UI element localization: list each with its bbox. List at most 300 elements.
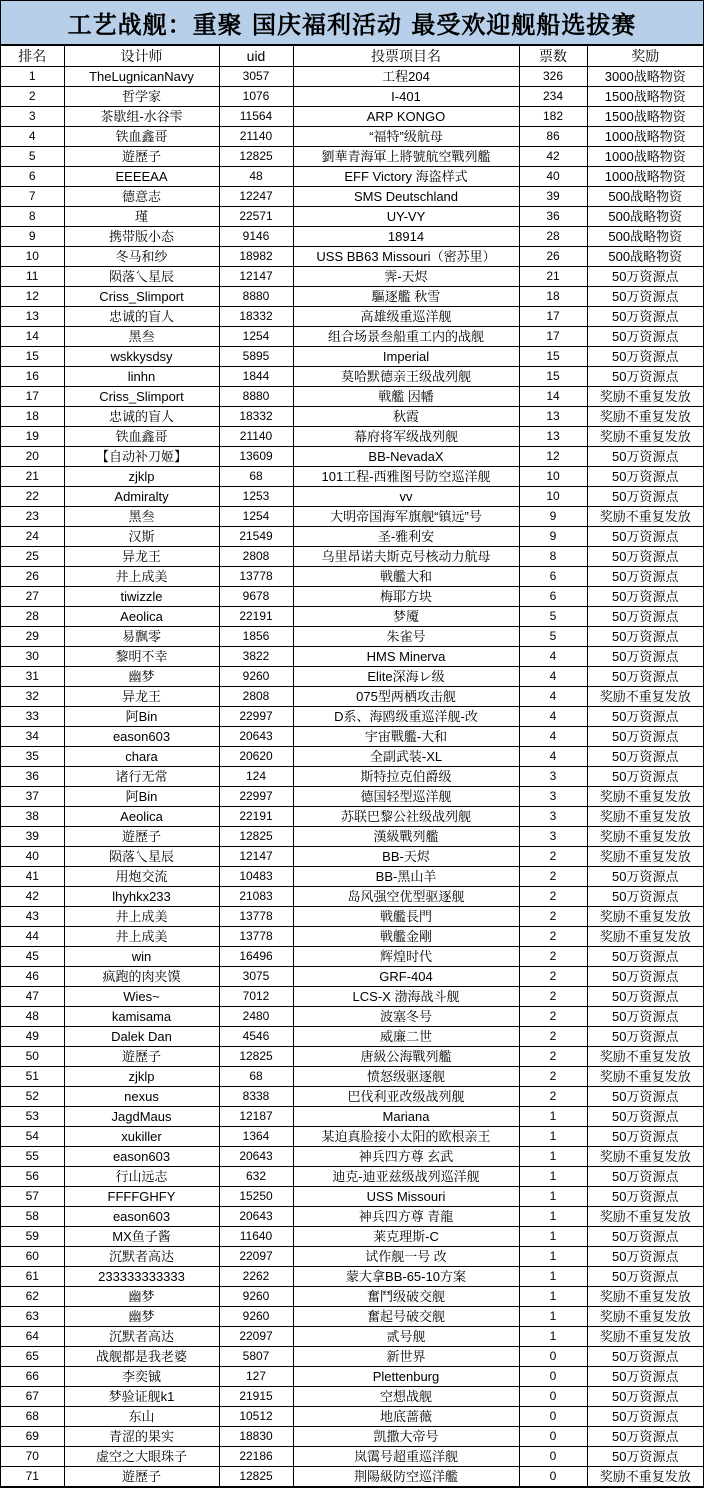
reward-cell: 奖励不重复发放 bbox=[587, 807, 703, 827]
table-row bbox=[1, 1467, 703, 1487]
reward-cell: 50万资源点 bbox=[587, 587, 703, 607]
votes-cell: 36 bbox=[519, 207, 587, 227]
table-row bbox=[1, 807, 703, 827]
rank-cell: 47 bbox=[1, 987, 64, 1007]
designer-cell: 遊歷子 bbox=[64, 147, 219, 167]
reward-cell: 1000战略物资 bbox=[587, 167, 703, 187]
table-row bbox=[1, 207, 703, 227]
uid-cell: 9678 bbox=[219, 587, 293, 607]
uid-cell: 3057 bbox=[219, 67, 293, 87]
reward-cell: 50万资源点 bbox=[587, 987, 703, 1007]
reward-cell: 500战略物资 bbox=[587, 187, 703, 207]
uid-cell: 3822 bbox=[219, 647, 293, 667]
rank-cell: 35 bbox=[1, 747, 64, 767]
project-cell: 威廉二世 bbox=[293, 1027, 519, 1047]
table-row bbox=[1, 507, 703, 527]
header-votes: 票数 bbox=[519, 46, 587, 67]
votes-cell: 4 bbox=[519, 707, 587, 727]
header-project: 投票项目名 bbox=[293, 46, 519, 67]
designer-cell: kamisama bbox=[64, 1007, 219, 1027]
project-cell: Mariana bbox=[293, 1107, 519, 1127]
reward-cell: 奖励不重复发放 bbox=[587, 387, 703, 407]
rank-cell: 15 bbox=[1, 347, 64, 367]
reward-cell: 50万资源点 bbox=[587, 767, 703, 787]
votes-cell: 1 bbox=[519, 1307, 587, 1327]
reward-cell: 奖励不重复发放 bbox=[587, 1047, 703, 1067]
votes-cell: 2 bbox=[519, 1067, 587, 1087]
designer-cell: 【自动补刀姬】 bbox=[64, 447, 219, 467]
uid-cell: 7012 bbox=[219, 987, 293, 1007]
uid-cell: 9260 bbox=[219, 1307, 293, 1327]
designer-cell: eason603 bbox=[64, 1207, 219, 1227]
table-row bbox=[1, 787, 703, 807]
project-cell: UY-VY bbox=[293, 207, 519, 227]
project-cell: 唐級公海戰列艦 bbox=[293, 1047, 519, 1067]
rank-cell: 45 bbox=[1, 947, 64, 967]
designer-cell: 陨落乀星辰 bbox=[64, 847, 219, 867]
votes-cell: 1 bbox=[519, 1107, 587, 1127]
votes-cell: 1 bbox=[519, 1327, 587, 1347]
votes-cell: 2 bbox=[519, 887, 587, 907]
uid-cell: 22191 bbox=[219, 607, 293, 627]
reward-cell: 奖励不重复发放 bbox=[587, 427, 703, 447]
project-cell: 德国轻型巡洋舰 bbox=[293, 787, 519, 807]
votes-cell: 2 bbox=[519, 847, 587, 867]
designer-cell: Wies~ bbox=[64, 987, 219, 1007]
reward-cell: 奖励不重复发放 bbox=[587, 1467, 703, 1487]
designer-cell: 虚空之大眼珠子 bbox=[64, 1447, 219, 1467]
table-row bbox=[1, 827, 703, 847]
uid-cell: 20643 bbox=[219, 727, 293, 747]
uid-cell: 21549 bbox=[219, 527, 293, 547]
header-row bbox=[1, 46, 703, 67]
table-row bbox=[1, 1267, 703, 1287]
project-cell: 斯特拉克伯爵级 bbox=[293, 767, 519, 787]
reward-cell: 50万资源点 bbox=[587, 1267, 703, 1287]
designer-cell: zjklp bbox=[64, 467, 219, 487]
reward-cell: 50万资源点 bbox=[587, 1427, 703, 1447]
project-cell: Elite深海レ级 bbox=[293, 667, 519, 687]
table-row bbox=[1, 1247, 703, 1267]
votes-cell: 1 bbox=[519, 1187, 587, 1207]
table-row bbox=[1, 987, 703, 1007]
uid-cell: 2480 bbox=[219, 1007, 293, 1027]
votes-cell: 1 bbox=[519, 1147, 587, 1167]
table-row bbox=[1, 127, 703, 147]
project-cell: 戦艦大和 bbox=[293, 567, 519, 587]
uid-cell: 15250 bbox=[219, 1187, 293, 1207]
reward-cell: 1500战略物资 bbox=[587, 107, 703, 127]
project-cell: 霁-天烬 bbox=[293, 267, 519, 287]
votes-cell: 3 bbox=[519, 787, 587, 807]
uid-cell: 20643 bbox=[219, 1207, 293, 1227]
project-cell: 某迫真脸接小太阳的欧根亲王 bbox=[293, 1127, 519, 1147]
votes-cell: 0 bbox=[519, 1347, 587, 1367]
table-row bbox=[1, 1227, 703, 1247]
project-cell: 朱雀号 bbox=[293, 627, 519, 647]
reward-cell: 50万资源点 bbox=[587, 887, 703, 907]
table-row bbox=[1, 567, 703, 587]
project-cell: 奮鬥级破交舰 bbox=[293, 1287, 519, 1307]
uid-cell: 1364 bbox=[219, 1127, 293, 1147]
uid-cell: 127 bbox=[219, 1367, 293, 1387]
reward-cell: 50万资源点 bbox=[587, 367, 703, 387]
reward-cell: 50万资源点 bbox=[587, 1247, 703, 1267]
reward-cell: 50万资源点 bbox=[587, 307, 703, 327]
reward-cell: 50万资源点 bbox=[587, 1187, 703, 1207]
designer-cell: 德意志 bbox=[64, 187, 219, 207]
reward-cell: 50万资源点 bbox=[587, 1127, 703, 1147]
votes-cell: 86 bbox=[519, 127, 587, 147]
reward-cell: 50万资源点 bbox=[587, 287, 703, 307]
designer-cell: 阿Bin bbox=[64, 787, 219, 807]
rank-cell: 46 bbox=[1, 967, 64, 987]
designer-cell: Aeolica bbox=[64, 607, 219, 627]
project-cell: 岚霭号超重巡洋舰 bbox=[293, 1447, 519, 1467]
uid-cell: 12825 bbox=[219, 1047, 293, 1067]
rank-cell: 4 bbox=[1, 127, 64, 147]
designer-cell: 异龙王 bbox=[64, 547, 219, 567]
table-row bbox=[1, 367, 703, 387]
votes-cell: 42 bbox=[519, 147, 587, 167]
votes-cell: 14 bbox=[519, 387, 587, 407]
reward-cell: 奖励不重复发放 bbox=[587, 1207, 703, 1227]
designer-cell: 幽梦 bbox=[64, 667, 219, 687]
uid-cell: 13778 bbox=[219, 907, 293, 927]
project-cell: 乌里昂诺夫斯克号核动力航母 bbox=[293, 547, 519, 567]
uid-cell: 11564 bbox=[219, 107, 293, 127]
reward-cell: 1500战略物资 bbox=[587, 87, 703, 107]
rank-cell: 2 bbox=[1, 87, 64, 107]
table-row bbox=[1, 927, 703, 947]
designer-cell: chara bbox=[64, 747, 219, 767]
project-cell: 大明帝国海军旗舰“镇远”号 bbox=[293, 507, 519, 527]
votes-cell: 21 bbox=[519, 267, 587, 287]
designer-cell: 瑾 bbox=[64, 207, 219, 227]
rank-cell: 43 bbox=[1, 907, 64, 927]
project-cell: 075型两栖攻击舰 bbox=[293, 687, 519, 707]
reward-cell: 50万资源点 bbox=[587, 1367, 703, 1387]
table-row bbox=[1, 1407, 703, 1427]
table-row bbox=[1, 707, 703, 727]
uid-cell: 2808 bbox=[219, 687, 293, 707]
uid-cell: 1844 bbox=[219, 367, 293, 387]
project-cell: EFF Victory 海盗样式 bbox=[293, 167, 519, 187]
project-cell: I-401 bbox=[293, 87, 519, 107]
rank-cell: 14 bbox=[1, 327, 64, 347]
project-cell: “福特”级航母 bbox=[293, 127, 519, 147]
votes-cell: 0 bbox=[519, 1447, 587, 1467]
reward-cell: 500战略物资 bbox=[587, 247, 703, 267]
rank-cell: 67 bbox=[1, 1387, 64, 1407]
uid-cell: 10512 bbox=[219, 1407, 293, 1427]
uid-cell: 1856 bbox=[219, 627, 293, 647]
reward-cell: 50万资源点 bbox=[587, 1387, 703, 1407]
uid-cell: 22097 bbox=[219, 1247, 293, 1267]
table-row bbox=[1, 1387, 703, 1407]
uid-cell: 8880 bbox=[219, 387, 293, 407]
project-cell: 蒙大拿BB-65-10方案 bbox=[293, 1267, 519, 1287]
rank-cell: 13 bbox=[1, 307, 64, 327]
votes-cell: 2 bbox=[519, 947, 587, 967]
designer-cell: 冬马和纱 bbox=[64, 247, 219, 267]
table-row bbox=[1, 1087, 703, 1107]
designer-cell: 茶歇组-水谷雫 bbox=[64, 107, 219, 127]
rank-cell: 21 bbox=[1, 467, 64, 487]
designer-cell: 梦验证舰k1 bbox=[64, 1387, 219, 1407]
rank-cell: 38 bbox=[1, 807, 64, 827]
uid-cell: 18332 bbox=[219, 307, 293, 327]
table-row bbox=[1, 667, 703, 687]
table-row bbox=[1, 887, 703, 907]
rank-cell: 48 bbox=[1, 1007, 64, 1027]
rank-cell: 64 bbox=[1, 1327, 64, 1347]
rank-cell: 66 bbox=[1, 1367, 64, 1387]
table-row bbox=[1, 1307, 703, 1327]
votes-cell: 0 bbox=[519, 1367, 587, 1387]
designer-cell: 疯跑的肉夹馍 bbox=[64, 967, 219, 987]
uid-cell: 22186 bbox=[219, 1447, 293, 1467]
table-row bbox=[1, 87, 703, 107]
reward-cell: 50万资源点 bbox=[587, 607, 703, 627]
table-row bbox=[1, 407, 703, 427]
votes-cell: 2 bbox=[519, 967, 587, 987]
project-cell: 莫哈默德亲王级战列舰 bbox=[293, 367, 519, 387]
designer-cell: 异龙王 bbox=[64, 687, 219, 707]
uid-cell: 18332 bbox=[219, 407, 293, 427]
designer-cell: MX鱼子酱 bbox=[64, 1227, 219, 1247]
project-cell: 劉華青海軍上將號航空戰列艦 bbox=[293, 147, 519, 167]
votes-cell: 1 bbox=[519, 1287, 587, 1307]
designer-cell: tiwizzle bbox=[64, 587, 219, 607]
uid-cell: 12187 bbox=[219, 1107, 293, 1127]
rank-cell: 28 bbox=[1, 607, 64, 627]
table-row bbox=[1, 67, 703, 87]
table-row bbox=[1, 227, 703, 247]
designer-cell: 战舰都是我老婆 bbox=[64, 1347, 219, 1367]
rank-cell: 5 bbox=[1, 147, 64, 167]
designer-cell: Admiralty bbox=[64, 487, 219, 507]
votes-cell: 1 bbox=[519, 1247, 587, 1267]
designer-cell: Criss_Slimport bbox=[64, 287, 219, 307]
uid-cell: 21140 bbox=[219, 127, 293, 147]
project-cell: BB-黑山羊 bbox=[293, 867, 519, 887]
uid-cell: 22997 bbox=[219, 787, 293, 807]
project-cell: 圣-雅利安 bbox=[293, 527, 519, 547]
rank-cell: 16 bbox=[1, 367, 64, 387]
table-row bbox=[1, 727, 703, 747]
reward-cell: 50万资源点 bbox=[587, 707, 703, 727]
votes-cell: 13 bbox=[519, 407, 587, 427]
designer-cell: xukiller bbox=[64, 1127, 219, 1147]
uid-cell: 20643 bbox=[219, 1147, 293, 1167]
rank-cell: 65 bbox=[1, 1347, 64, 1367]
rank-cell: 62 bbox=[1, 1287, 64, 1307]
project-cell: 辉煌时代 bbox=[293, 947, 519, 967]
designer-cell: eason603 bbox=[64, 727, 219, 747]
uid-cell: 22097 bbox=[219, 1327, 293, 1347]
project-cell: 宇宙戰艦-大和 bbox=[293, 727, 519, 747]
project-cell: 戦艦 因幡 bbox=[293, 387, 519, 407]
reward-cell: 50万资源点 bbox=[587, 467, 703, 487]
reward-cell: 奖励不重复发放 bbox=[587, 1287, 703, 1307]
votes-cell: 182 bbox=[519, 107, 587, 127]
uid-cell: 632 bbox=[219, 1167, 293, 1187]
votes-cell: 5 bbox=[519, 607, 587, 627]
designer-cell: TheLugnicanNavy bbox=[64, 67, 219, 87]
uid-cell: 10483 bbox=[219, 867, 293, 887]
rank-cell: 36 bbox=[1, 767, 64, 787]
project-cell: 梅耶方块 bbox=[293, 587, 519, 607]
project-cell: 巴伐利亚改级战列舰 bbox=[293, 1087, 519, 1107]
uid-cell: 9260 bbox=[219, 1287, 293, 1307]
table-row bbox=[1, 167, 703, 187]
votes-cell: 1 bbox=[519, 1227, 587, 1247]
designer-cell: 易飘零 bbox=[64, 627, 219, 647]
rank-cell: 50 bbox=[1, 1047, 64, 1067]
uid-cell: 3075 bbox=[219, 967, 293, 987]
table-row bbox=[1, 327, 703, 347]
uid-cell: 1254 bbox=[219, 327, 293, 347]
table-row bbox=[1, 1447, 703, 1467]
uid-cell: 9146 bbox=[219, 227, 293, 247]
designer-cell: 黑叁 bbox=[64, 327, 219, 347]
page-title: 工艺战舰：重聚 国庆福利活动 最受欢迎舰船选拔赛 bbox=[1, 1, 703, 45]
rank-cell: 33 bbox=[1, 707, 64, 727]
designer-cell: 汉斯 bbox=[64, 527, 219, 547]
reward-cell: 奖励不重复发放 bbox=[587, 1327, 703, 1347]
reward-cell: 50万资源点 bbox=[587, 1087, 703, 1107]
table-row bbox=[1, 1127, 703, 1147]
header-uid: uid bbox=[219, 46, 293, 67]
designer-cell: JagdMaus bbox=[64, 1107, 219, 1127]
votes-cell: 9 bbox=[519, 507, 587, 527]
votes-cell: 4 bbox=[519, 727, 587, 747]
reward-cell: 奖励不重复发放 bbox=[587, 1147, 703, 1167]
table-row bbox=[1, 1107, 703, 1127]
uid-cell: 1254 bbox=[219, 507, 293, 527]
designer-cell: nexus bbox=[64, 1087, 219, 1107]
uid-cell: 68 bbox=[219, 467, 293, 487]
votes-cell: 26 bbox=[519, 247, 587, 267]
votes-cell: 4 bbox=[519, 747, 587, 767]
project-cell: HMS Minerva bbox=[293, 647, 519, 667]
table-row bbox=[1, 1047, 703, 1067]
project-cell: USS Missouri bbox=[293, 1187, 519, 1207]
rank-cell: 32 bbox=[1, 687, 64, 707]
designer-cell: Dalek Dan bbox=[64, 1027, 219, 1047]
designer-cell: 幽梦 bbox=[64, 1307, 219, 1327]
designer-cell: 青涩的果实 bbox=[64, 1427, 219, 1447]
rank-cell: 63 bbox=[1, 1307, 64, 1327]
reward-cell: 500战略物资 bbox=[587, 207, 703, 227]
designer-cell: 沉默者高达 bbox=[64, 1327, 219, 1347]
votes-cell: 1 bbox=[519, 1207, 587, 1227]
uid-cell: 11640 bbox=[219, 1227, 293, 1247]
votes-cell: 0 bbox=[519, 1427, 587, 1447]
votes-cell: 2 bbox=[519, 1027, 587, 1047]
rank-cell: 9 bbox=[1, 227, 64, 247]
rank-cell: 34 bbox=[1, 727, 64, 747]
reward-cell: 奖励不重复发放 bbox=[587, 847, 703, 867]
project-cell: USS BB63 Missouri（密苏里） bbox=[293, 247, 519, 267]
uid-cell: 12825 bbox=[219, 827, 293, 847]
designer-cell: 铁血鑫哥 bbox=[64, 127, 219, 147]
designer-cell: zjklp bbox=[64, 1067, 219, 1087]
uid-cell: 12147 bbox=[219, 267, 293, 287]
uid-cell: 13778 bbox=[219, 567, 293, 587]
reward-cell: 50万资源点 bbox=[587, 267, 703, 287]
project-cell: 工程204 bbox=[293, 67, 519, 87]
uid-cell: 13609 bbox=[219, 447, 293, 467]
votes-cell: 4 bbox=[519, 667, 587, 687]
designer-cell: 井上成美 bbox=[64, 907, 219, 927]
rank-cell: 59 bbox=[1, 1227, 64, 1247]
votes-cell: 17 bbox=[519, 307, 587, 327]
designer-cell: 东山 bbox=[64, 1407, 219, 1427]
table-row bbox=[1, 1367, 703, 1387]
table-row bbox=[1, 187, 703, 207]
project-cell: ARP KONGO bbox=[293, 107, 519, 127]
designer-cell: 沉默者高达 bbox=[64, 1247, 219, 1267]
header-designer: 设计师 bbox=[64, 46, 219, 67]
designer-cell: 携带版小态 bbox=[64, 227, 219, 247]
rank-cell: 61 bbox=[1, 1267, 64, 1287]
votes-cell: 13 bbox=[519, 427, 587, 447]
designer-cell: wskkysdsy bbox=[64, 347, 219, 367]
rank-cell: 6 bbox=[1, 167, 64, 187]
table-row bbox=[1, 307, 703, 327]
designer-cell: 阿Bin bbox=[64, 707, 219, 727]
designer-cell: win bbox=[64, 947, 219, 967]
designer-cell: 忠诚的盲人 bbox=[64, 307, 219, 327]
project-cell: 全副武装-XL bbox=[293, 747, 519, 767]
designer-cell: FFFFGHFY bbox=[64, 1187, 219, 1207]
designer-cell: 黎明不幸 bbox=[64, 647, 219, 667]
rank-cell: 68 bbox=[1, 1407, 64, 1427]
rank-cell: 53 bbox=[1, 1107, 64, 1127]
votes-cell: 39 bbox=[519, 187, 587, 207]
uid-cell: 21140 bbox=[219, 427, 293, 447]
project-cell: 18914 bbox=[293, 227, 519, 247]
rank-cell: 40 bbox=[1, 847, 64, 867]
reward-cell: 50万资源点 bbox=[587, 947, 703, 967]
uid-cell: 48 bbox=[219, 167, 293, 187]
rank-cell: 70 bbox=[1, 1447, 64, 1467]
reward-cell: 50万资源点 bbox=[587, 747, 703, 767]
table-row bbox=[1, 1347, 703, 1367]
designer-cell: 井上成美 bbox=[64, 927, 219, 947]
reward-cell: 50万资源点 bbox=[587, 327, 703, 347]
project-cell: vv bbox=[293, 487, 519, 507]
rank-cell: 54 bbox=[1, 1127, 64, 1147]
designer-cell: 遊歷子 bbox=[64, 827, 219, 847]
rank-cell: 23 bbox=[1, 507, 64, 527]
project-cell: 地底蔷薇 bbox=[293, 1407, 519, 1427]
uid-cell: 4546 bbox=[219, 1027, 293, 1047]
table-row bbox=[1, 1187, 703, 1207]
table-row bbox=[1, 267, 703, 287]
table-row bbox=[1, 247, 703, 267]
rank-cell: 7 bbox=[1, 187, 64, 207]
project-cell: 神兵四方尊 玄武 bbox=[293, 1147, 519, 1167]
votes-cell: 2 bbox=[519, 907, 587, 927]
table-row bbox=[1, 607, 703, 627]
reward-cell: 1000战略物资 bbox=[587, 147, 703, 167]
designer-cell: Criss_Slimport bbox=[64, 387, 219, 407]
designer-cell: 诸行无常 bbox=[64, 767, 219, 787]
uid-cell: 124 bbox=[219, 767, 293, 787]
